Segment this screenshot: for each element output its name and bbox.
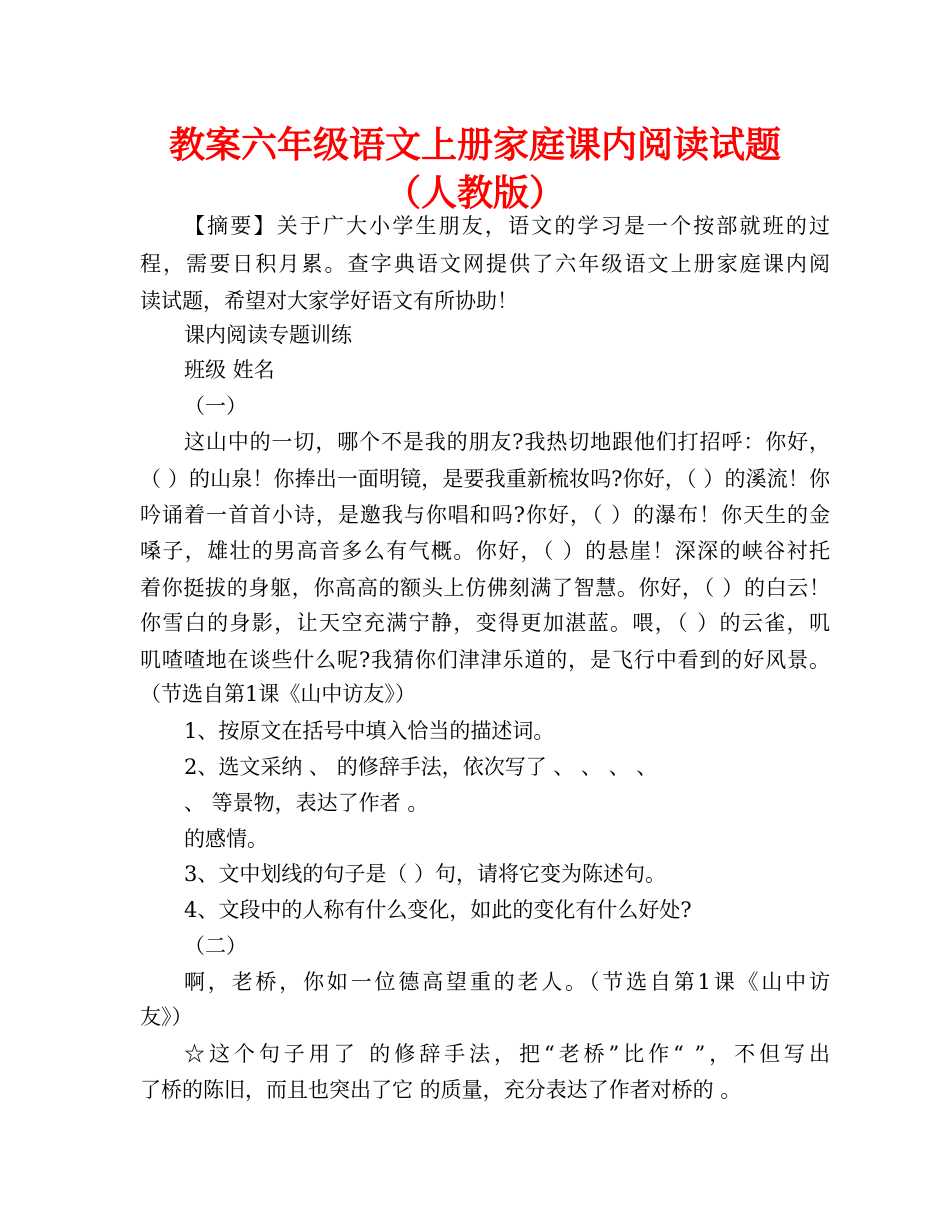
document-title: 教案六年级语文上册家庭课内阅读试题 — [168, 125, 781, 166]
part-two-line-2: 友》） — [140, 1005, 193, 1029]
summary-line-3: 读试题，希望对大家学好语文有所协助！ — [140, 289, 518, 313]
class-name-line: 班级 姓名 — [184, 358, 275, 382]
part-two-line-1: 啊，老桥，你如一位德高望重的老人。（节选自第1课《山中访 — [184, 970, 830, 994]
passage-line-6: 你雪白的身影，让天空充满宁静，变得更加湛蓝。喂，（ ）的云雀，叽 — [140, 611, 830, 635]
summary-line-2: 程，需要日积月累。查字典语文网提供了六年级语文上册家庭课内阅 — [140, 252, 830, 276]
part-two-question-line-2: 了桥的陈旧，而且也突出了它 的质量，充分表达了作者对桥的 。 — [140, 1078, 742, 1102]
passage-line-3: 吟诵着一首首小诗，是邀我与你唱和吗?你好，（ ）的瀑布！你天生的金 — [140, 503, 830, 527]
question-1: 1、按原文在括号中填入恰当的描述词。 — [184, 719, 555, 743]
passage-source: （节选自第1课《山中访友》） — [140, 682, 416, 706]
passage-line-4: 嗓子，雄壮的男高音多么有气概。你好，（ ）的悬崖！深深的峡谷衬托 — [140, 539, 830, 563]
question-3: 3、文中划线的句子是（ ）句，请将它变为陈述句。 — [184, 862, 667, 886]
question-2-end: 的感情。 — [184, 827, 268, 851]
summary-line-1: 【摘要】关于广大小学生朋友，语文的学习是一个按部就班的过 — [184, 214, 830, 238]
passage-line-2: （ ）的山泉！你捧出一面明镜，是要我重新梳妆吗?你好，（ ）的溪流！你 — [140, 467, 830, 491]
section-heading: 课内阅读专题训练 — [184, 323, 352, 347]
question-4: 4、文段中的人称有什么变化，如此的变化有什么好处? — [184, 898, 692, 922]
passage-line-7: 叽喳喳地在谈些什么呢?我猜你们津津乐道的，是飞行中看到的好风景。 — [140, 648, 830, 672]
document-title-subtitle: （人教版） — [384, 173, 565, 214]
part-two-question-line-1: ☆这个句子用了 的修辞手法，把“老桥”比作“ ”，不但写出 — [184, 1042, 830, 1066]
passage-line-1: 这山中的一切，哪个不是我的朋友?我热切地跟他们打招呼：你好， — [184, 430, 830, 454]
passage-line-5: 着你挺拔的身躯，你高高的额头上仿佛刻满了智慧。你好，（ ）的白云！ — [140, 576, 830, 600]
part-one-label: （一） — [184, 394, 247, 418]
question-2: 2、选文采纳 、 的修辞手法，依次写了 、 、 、 、 — [184, 755, 658, 779]
part-two-label: （二） — [184, 934, 247, 958]
question-2-continued: 、 等景物，表达了作者 。 — [184, 791, 429, 815]
